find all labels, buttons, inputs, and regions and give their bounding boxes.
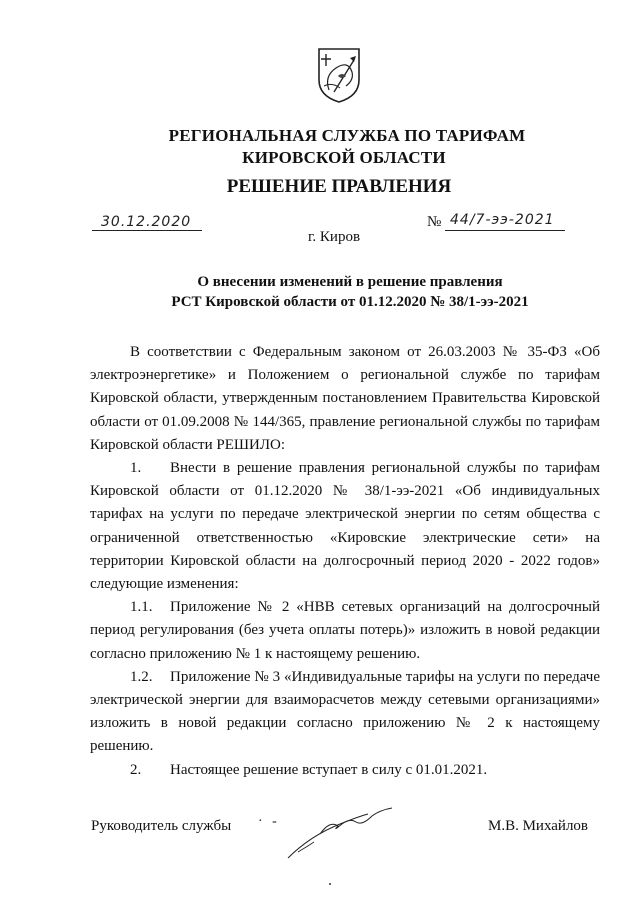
org-name-line2: КИРОВСКОЙ ОБЛАСТИ — [242, 148, 446, 167]
item-1-2 — [90, 666, 600, 759]
handwritten-signature — [280, 796, 400, 866]
signature-marks: · - — [258, 814, 280, 829]
item-2 — [90, 759, 600, 782]
org-name-line1: РЕГИОНАЛЬНАЯ СЛУЖБА ПО ТАРИФАМ — [168, 126, 526, 145]
page-mark — [329, 883, 331, 885]
coat-of-arms-emblem — [316, 46, 362, 104]
item-label: 1.2. — [130, 668, 153, 685]
signatory-name: М.В. Михайлов — [488, 818, 589, 834]
document-body — [90, 341, 600, 782]
document-number: 44/7-ээ-2021 — [450, 212, 555, 228]
item-label: 2. — [130, 761, 142, 778]
subject-line1: О внесении изменений в решение правления — [197, 274, 503, 290]
city: г. Киров — [307, 229, 361, 245]
subject-line2: РСТ Кировской области от 01.12.2020 № 38/1-ээ-2021 — [171, 294, 529, 310]
item-label: 1.1. — [130, 599, 153, 616]
item-1 — [90, 457, 600, 596]
document-type-title: РЕШЕНИЕ ПРАВЛЕНИЯ — [226, 176, 452, 197]
organization-name — [0, 125, 640, 169]
document-date: 30.12.2020 — [101, 214, 192, 230]
document-subject — [100, 272, 600, 312]
item-text: Внести в решение правления региональной службы по тарифам Кировской области от 01.12.2020 № 38/1-ээ-2021 «Об индивидуальных тарифах на услуги по передаче электрической энергии по сетям общества с ограниченной ответственностью «Кировские электрические сети» на территории Кировской области на долгосрочный период 2020 - 2022 годов» следующие изменения: — [90, 460, 600, 593]
item-label: 1. — [130, 460, 142, 477]
item-text: Приложение № 3 «Индивидуальные тарифы на услуги по передаче электрической энергии для взаиморасчетов между сетевыми организациями» изложить в новой редакции согласно приложению № 2 к настоящему решению. — [90, 668, 600, 755]
item-text: Приложение № 2 «НВВ сетевых организаций на долгосрочный период регулирования (без учета оплаты потерь)» изложить в новой редакции согласно приложению № 1 к настоящему решению. — [90, 599, 600, 662]
number-sign: № — [427, 214, 442, 230]
item-text: Настоящее решение вступает в силу с 01.01.2021. — [170, 761, 488, 778]
signatory-position: Руководитель службы — [91, 818, 232, 834]
item-1-1 — [90, 596, 600, 666]
intro-paragraph: В соответствии с Федеральным законом от 26.03.2003 № 35-ФЗ «Об электроэнергетике» и Положением о региональной службе по тарифам Кировской области, утвержденным постановлением Правительства Кировской области от 01.09.2008 № 144/365, правление региональной службы по тарифам Кировской области РЕШИЛО: — [90, 344, 600, 453]
